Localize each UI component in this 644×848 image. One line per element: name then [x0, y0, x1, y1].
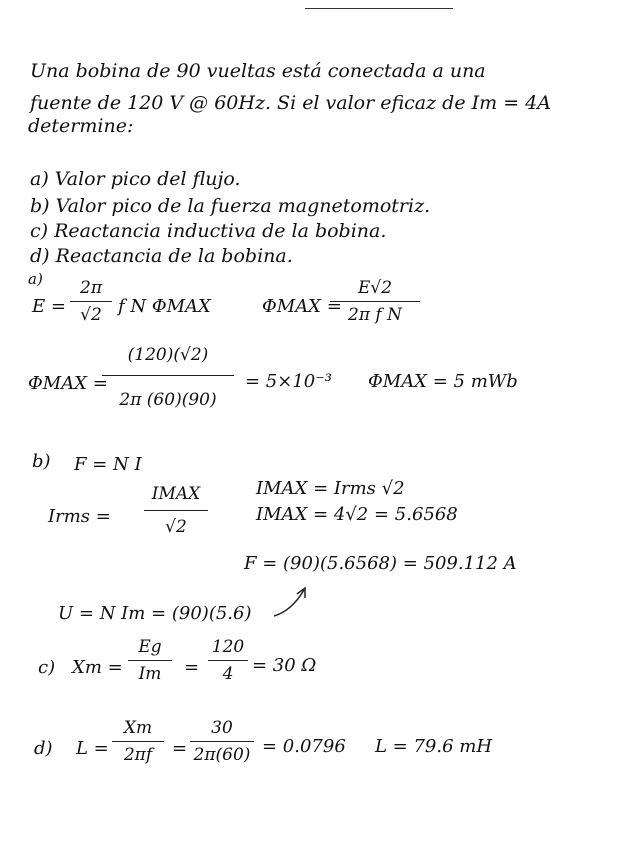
inductance-fraction-1-denominator: 2πf [123, 745, 153, 765]
question-a: a) Valor pico del flujo. [30, 168, 241, 190]
irms-denominator: √2 [165, 517, 187, 537]
u-calc: U = N Im = (90)(5.6) [58, 603, 252, 624]
phi-max-calc-result: = 5×10⁻³ [245, 371, 332, 392]
problem-line-3: determine: [28, 115, 134, 137]
inductance-fraction-1-numerator: Xm [123, 718, 153, 738]
phi-max-calc-denominator: 2π (60)(90) [119, 390, 217, 410]
xm-fraction-2-denominator: 4 [222, 664, 234, 684]
xm-lhs: Xm = [72, 657, 123, 678]
part-d-label: d) [34, 738, 53, 759]
inductance-fraction-2-numerator: 30 [211, 718, 233, 738]
phi-max-numerator: E√2 [357, 278, 393, 298]
inductance-fraction-1 [112, 718, 164, 765]
fraction-bar [208, 660, 248, 661]
inductance-final: L = 79.6 mH [375, 736, 493, 757]
emf-rest: f N ΦMAX [118, 296, 211, 317]
emf-numerator: 2π [80, 278, 102, 298]
mmf-calc: F = (90)(5.6568) = 509.112 A [244, 553, 517, 574]
irms-numerator: IMAX [151, 484, 201, 504]
equals-sign: = [172, 738, 188, 759]
phi-max-denominator: 2π f N [348, 305, 402, 325]
question-c: c) Reactancia inductiva de la bobina. [30, 220, 387, 242]
inductance-lhs: L = [76, 738, 109, 759]
phi-max-calc-lhs: ΦMAX = [28, 373, 108, 394]
part-b-label: b) [32, 451, 51, 472]
phi-max-final: ΦMAX = 5 mWb [368, 371, 518, 392]
imax-calc: IMAX = 4√2 = 5.6568 [256, 504, 458, 525]
irms-lhs: Irms = [48, 506, 111, 527]
equals-sign: = [184, 657, 200, 678]
inductance-fraction-2-denominator: 2π(60) [193, 745, 251, 765]
emf-lhs: E = [32, 296, 66, 317]
xm-result: = 30 Ω [252, 655, 317, 676]
fraction-bar [112, 741, 164, 742]
emf-denominator: √2 [80, 305, 102, 325]
phi-max-lhs: ΦMAX = [262, 296, 342, 317]
fraction-bar [128, 660, 172, 661]
problem-line-2: fuente de 120 V @ 60Hz. Si el valor eficaz de Im = 4A [30, 92, 551, 114]
part-c-label: c) [38, 657, 56, 678]
imax-formula: IMAX = Irms √2 [256, 478, 405, 499]
inductance-result: = 0.0796 [262, 736, 346, 757]
mmf-formula: F = N I [74, 454, 142, 475]
xm-fraction-2-numerator: 120 [211, 637, 245, 657]
phi-max-calc-numerator: (120)(√2) [127, 345, 209, 365]
part-a-label: a) [28, 270, 43, 288]
question-d: d) Reactancia de la bobina. [30, 245, 293, 267]
xm-fraction-1 [128, 637, 172, 684]
problem-line-1: Una bobina de 90 vueltas está conectada a una [30, 60, 486, 82]
inductance-fraction-2 [190, 718, 254, 765]
fraction-bar [190, 741, 254, 742]
question-b: b) Valor pico de la fuerza magnetomotriz. [30, 195, 431, 217]
xm-fraction-1-numerator: Eg [138, 637, 162, 657]
xm-fraction-1-denominator: Im [138, 664, 162, 684]
xm-fraction-2 [208, 637, 248, 684]
